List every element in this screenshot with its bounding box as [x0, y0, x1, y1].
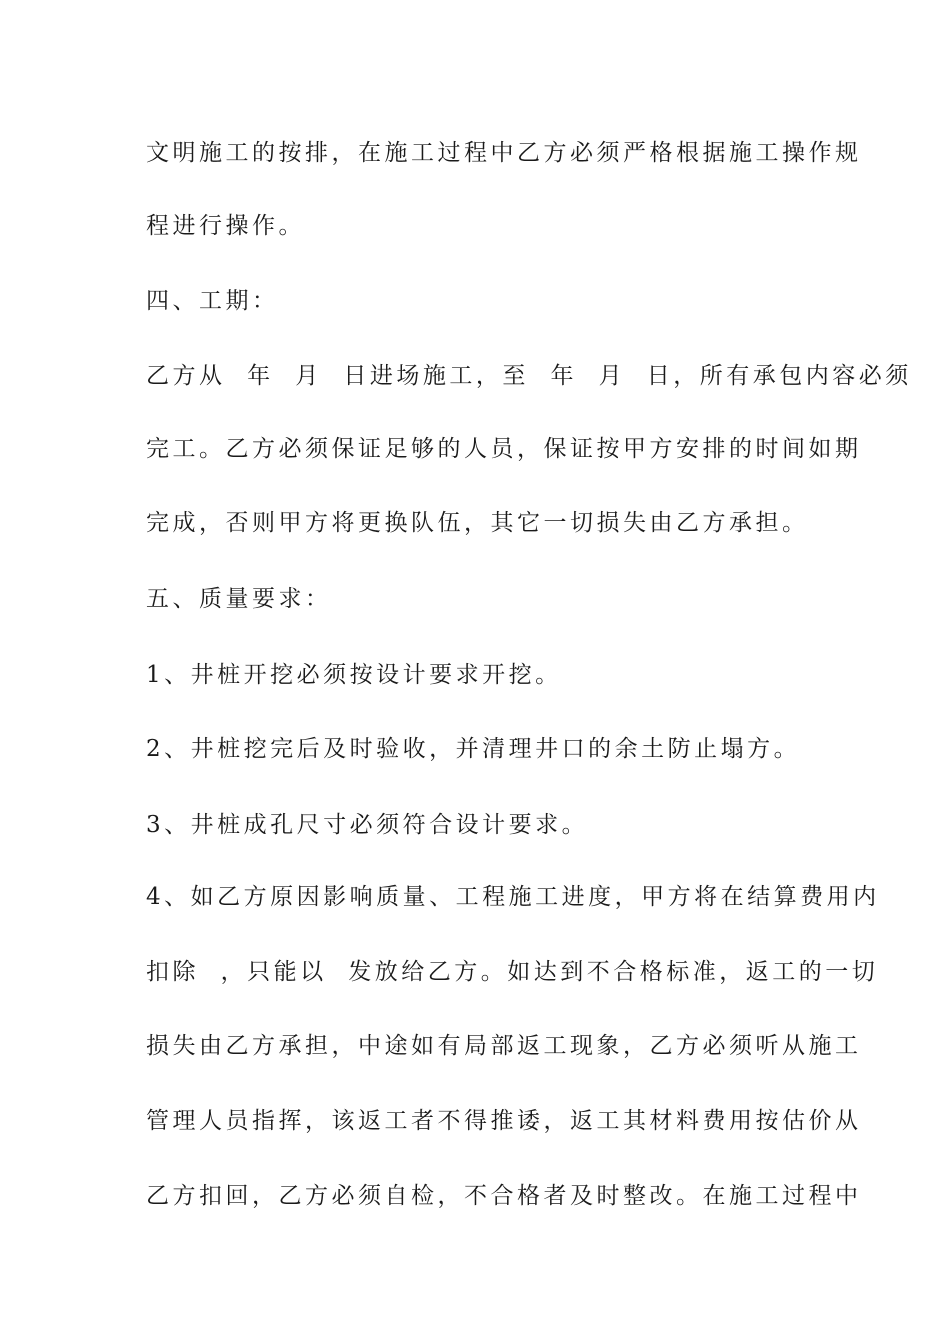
- paragraph-line: 完成，否则甲方将更换队伍，其它一切损失由乙方承担。: [146, 510, 809, 536]
- list-item: 4、如乙方原因影响质量、工程施工进度，甲方将在结算费用内: [146, 884, 880, 910]
- paragraph-line: 程进行操作。: [146, 213, 305, 239]
- section-heading-schedule: 四、工期：: [146, 288, 279, 314]
- list-item: 3、井桩成孔尺寸必须符合设计要求。: [146, 812, 589, 838]
- paragraph-line: 乙方扣回，乙方必须自检，不合格者及时整改。在施工过程中: [146, 1183, 862, 1209]
- paragraph-line: 扣除 ，只能以 发放给乙方。如达到不合格标准，返工的一切: [146, 959, 879, 985]
- paragraph-line: 文明施工的按排，在施工过程中乙方必须严格根据施工操作规: [146, 140, 862, 166]
- list-item: 2、井桩挖完后及时验收，并清理井口的余土防止塌方。: [146, 736, 801, 762]
- paragraph-line: 管理人员指挥，该返工者不得推诿，返工其材料费用按估价从: [146, 1108, 862, 1134]
- paragraph-line: 乙方从 年 月 日进场施工，至 年 月 日，所有承包内容必须: [146, 363, 912, 389]
- list-item: 1、井桩开挖必须按设计要求开挖。: [146, 662, 562, 688]
- paragraph-line: 完工。乙方必须保证足够的人员，保证按甲方安排的时间如期: [146, 436, 862, 462]
- section-heading-quality: 五、质量要求：: [146, 586, 332, 612]
- paragraph-line: 损失由乙方承担，中途如有局部返工现象，乙方必须听从施工: [146, 1033, 862, 1059]
